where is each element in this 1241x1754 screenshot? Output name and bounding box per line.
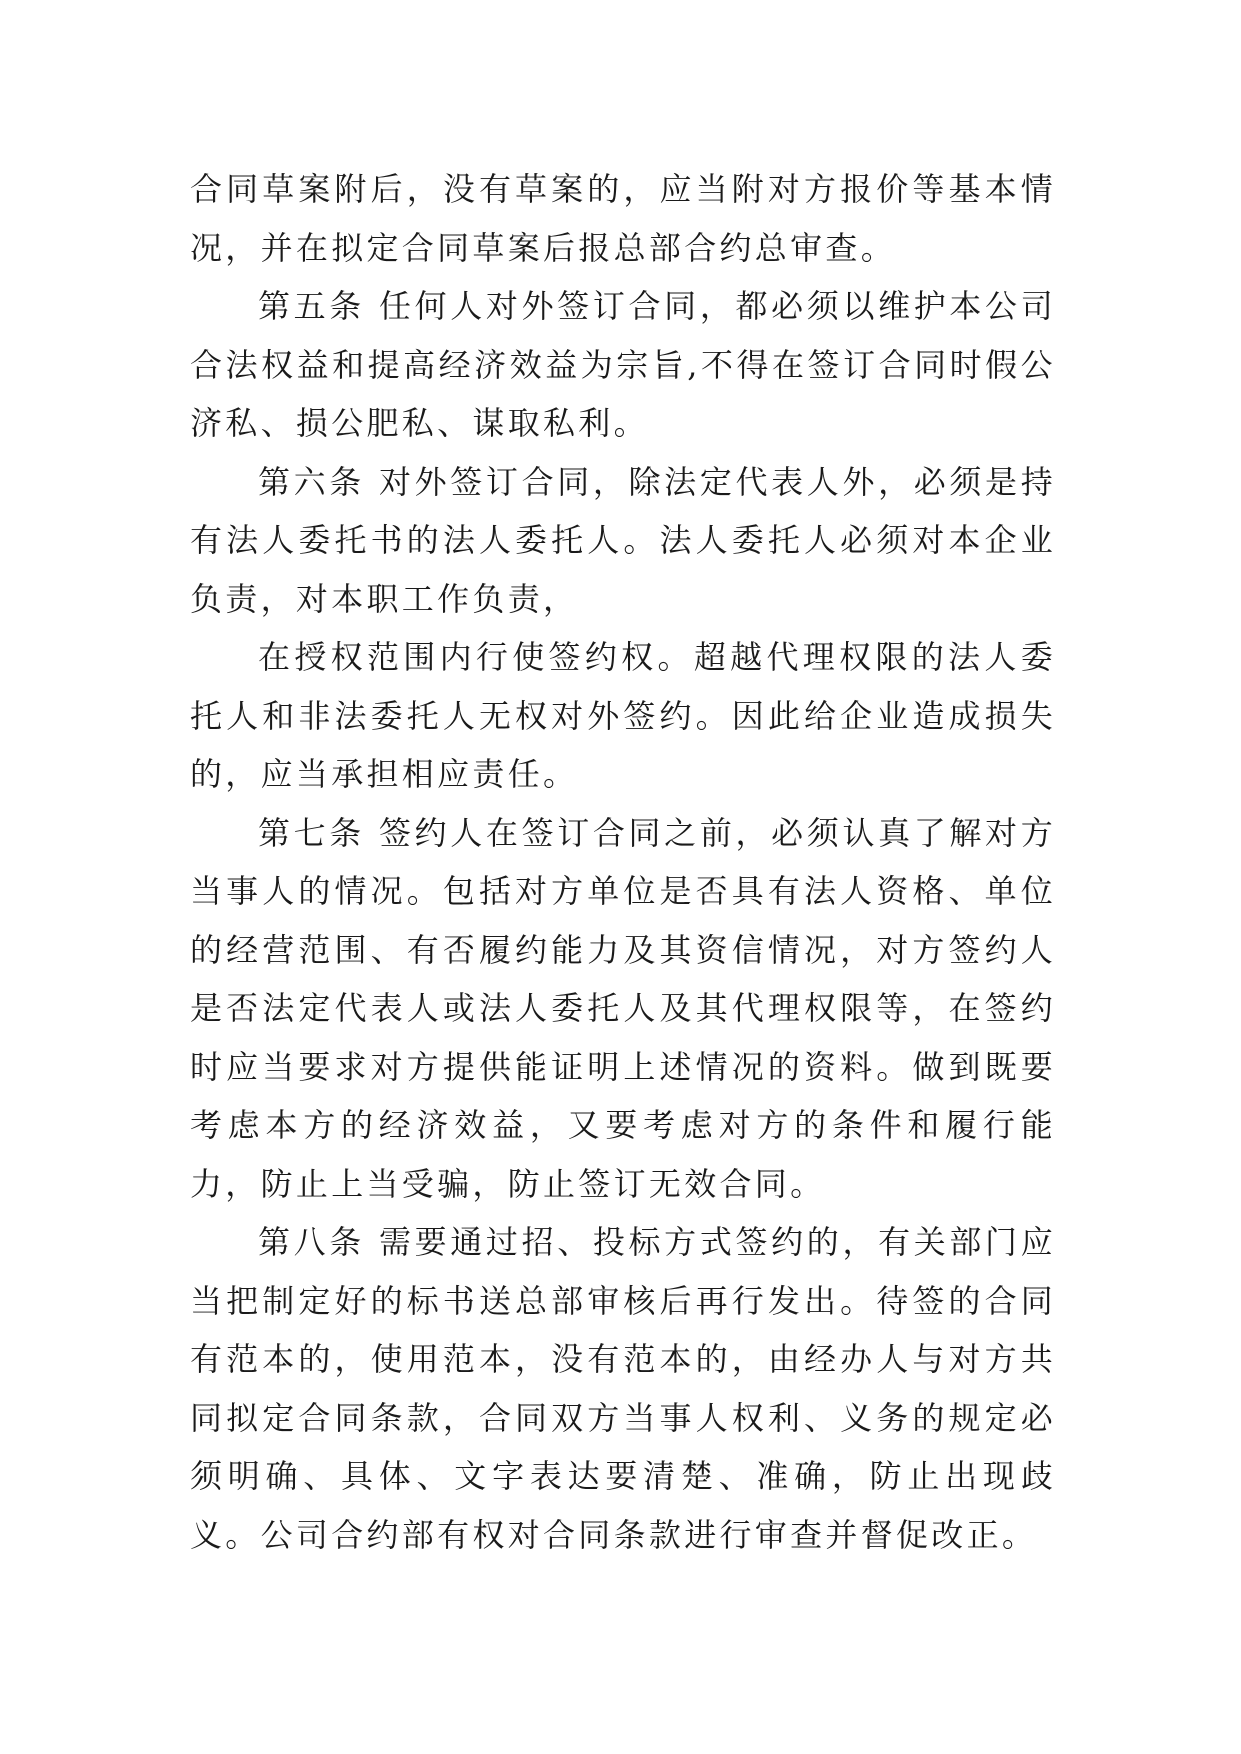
paragraph-text: 合同草案附后，没有草案的，应当附对方报价等基本情况，并在拟定合同草案后报总部合约总审查。 <box>190 170 1056 267</box>
paragraph-text: 在授权范围内行使签约权。超越代理权限的法人委托人和非法委托人无权对外签约。因此给企业造成损失的，应当承担相应责任。 <box>190 638 1056 793</box>
paragraph-text: 需要通过招、投标方式签约的，有关部门应当把制定好的标书送总部审核后再行发出。待签的合同有范本的，使用范本，没有范本的，由经办人与对方共同拟定合同条款，合同双方当事人权利、义务的规定必须明确、具体、文字表达要清楚、准确，防止出现歧义。公司合约部有权对合同条款进行审查并督促改正。 <box>190 1223 1057 1554</box>
document-body <box>190 160 1056 1564</box>
article-5 <box>190 277 1056 453</box>
paragraph-continuation <box>190 160 1056 277</box>
paragraph-text: 任何人对外签订合同，都必须以维护本公司合法权益和提高经济效益为宗旨,不得在签订合同时假公济私、损公肥私、谋取私利。 <box>190 287 1057 442</box>
paragraph-text: 对外签订合同，除法定代表人外，必须是持有法人委托书的法人委托人。法人委托人必须对本企业负责，对本职工作负责， <box>190 462 1057 618</box>
article-7 <box>190 804 1056 1214</box>
article-8 <box>190 1213 1056 1564</box>
article-number: 第五条 <box>258 287 365 325</box>
article-number: 第八条 <box>258 1223 365 1261</box>
article-number: 第六条 <box>258 462 365 501</box>
article-6 <box>190 453 1056 629</box>
article-number: 第七条 <box>258 813 365 852</box>
article-6-continued <box>190 628 1056 804</box>
paragraph-text: 签约人在签订合同之前，必须认真了解对方当事人的情况。包括对方单位是否具有法人资格、单位的经营范围、有否履约能力及其资信情况，对方签约人是否法定代表人或法人委托人及其代理权限等，在签约时应当要求对方提供能证明上述情况的资料。做到既要考虑本方的经济效益，又要考虑对方的条件和履行能力，防止上当受骗，防止签订无效合同。 <box>190 813 1057 1203</box>
